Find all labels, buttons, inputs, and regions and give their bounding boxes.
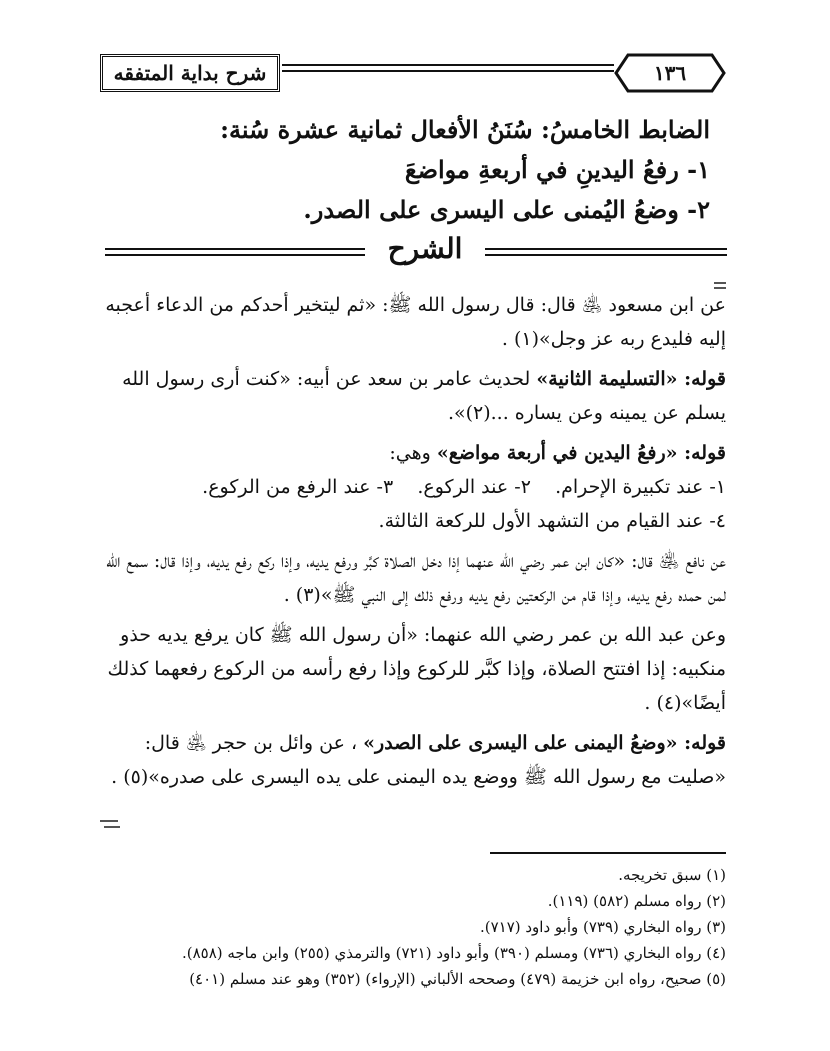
footnote-3: (٣) رواه البخاري (٧٣٩) وأبو داود (٧١٧). bbox=[479, 918, 726, 936]
margin-mark bbox=[104, 826, 120, 828]
footnote-rule bbox=[490, 852, 726, 854]
paragraph-2 bbox=[100, 362, 726, 430]
header-rule bbox=[282, 64, 614, 82]
paragraph-4: عن نافع ﵁ قال: «كان ابن عمر رضي الله عنهما إذا دخل الصلاة كبَّر ورفع يديه، وإذا ركع رفع يديه، وإذا قال: سمع الله لمن حمده رفع يديه، وإذا قام من الركعتين رفع يديه ورفع ذلك إلى النبي ﷺ»(٣) . bbox=[106, 550, 726, 606]
divider-line-left-2 bbox=[105, 254, 365, 256]
matn-item-2: ٢- وضعُ اليُمنى على اليسرى على الصدر. bbox=[303, 195, 710, 224]
list-item: ٢- عند الركوع. bbox=[417, 476, 531, 498]
list-item: ١- عند تكبيرة الإحرام. bbox=[555, 476, 726, 498]
paragraph-3 bbox=[100, 436, 726, 470]
paragraph-6-text: ، عن وائل بن حجر ﵁ قال: «صليت مع رسول الله ﷺ ووضع يده اليمنى على يده اليسرى على صدره»(٥) . bbox=[111, 732, 726, 788]
book-title: شرح بداية المتفقه bbox=[100, 54, 280, 92]
page-number-badge bbox=[614, 52, 726, 94]
footnote-2: (٢) رواه مسلم (٥٨٢) (١١٩). bbox=[547, 892, 726, 910]
divider-line-left bbox=[105, 248, 365, 250]
paragraph-2-lead: قوله: «التسليمة الثانية» bbox=[536, 368, 726, 390]
margin-mark bbox=[714, 282, 726, 284]
matn-block bbox=[100, 110, 710, 230]
paragraph-3-lead: قوله: «رفعُ اليدين في أربعة مواضع» bbox=[436, 442, 726, 464]
sharh-title: الشرح bbox=[387, 232, 463, 265]
list-item-4: ٤- عند القيام من التشهد الأول للركعة الثالثة. bbox=[378, 510, 726, 532]
paragraph-3-text: وهي: bbox=[389, 442, 437, 464]
paragraph-2-text: لحديث عامر بن سعد عن أبيه: «كنت أرى رسول الله يسلم عن يمينه وعن يساره ...(٢)». bbox=[122, 368, 726, 424]
positions-list-row bbox=[100, 470, 726, 504]
margin-mark bbox=[714, 287, 726, 289]
divider-line-right-2 bbox=[485, 254, 727, 256]
paragraph-1: عن ابن مسعود ﵁ قال: قال رسول الله ﷺ: «ثم ليتخير أحدكم من الدعاء أعجبه إليه فليدع ربه عز وجل»(١) . bbox=[105, 294, 726, 350]
matn-heading: الضابط الخامسُ: سُنَنُ الأفعال ثمانية عشرة سُنة: bbox=[220, 115, 710, 144]
matn-item-1: ١- رفعُ اليدينِ في أربعةِ مواضعَ bbox=[404, 155, 710, 184]
paragraph-5: وعن عبد الله بن عمر رضي الله عنهما: «أن رسول الله ﷺ كان يرفع يديه حذو منكبيه: إذا افتتح الصلاة، وإذا كبَّر للركوع وإذا رفع رأسه من الركوع رفعهما كذلك أيضًا»(٤) . bbox=[107, 624, 726, 714]
paragraph-6-lead: قوله: «وضعُ اليمنى على اليسرى على الصدر» bbox=[363, 732, 726, 754]
commentary-body bbox=[100, 288, 726, 794]
sharh-divider bbox=[105, 232, 727, 272]
margin-mark bbox=[100, 820, 118, 822]
paragraph-6 bbox=[100, 726, 726, 794]
footnote-5: (٥) صحيح، رواه ابن خزيمة (٤٧٩) وصححه الألباني (الإرواء) (٣٥٢) وهو عند مسلم (٤٠١) bbox=[189, 970, 726, 988]
page-number: ١٣٦ bbox=[653, 61, 687, 85]
footnote-4: (٤) رواه البخاري (٧٣٦) ومسلم (٣٩٠) وأبو داود (٧٢١) والترمذي (٢٥٥) وابن ماجه (٨٥٨). bbox=[181, 944, 726, 962]
footnotes bbox=[100, 862, 726, 992]
footnote-1: (١) سبق تخريجه. bbox=[618, 866, 726, 884]
page-header bbox=[98, 52, 730, 98]
divider-line-right bbox=[485, 248, 727, 250]
list-item: ٣- عند الرفع من الركوع. bbox=[202, 476, 394, 498]
